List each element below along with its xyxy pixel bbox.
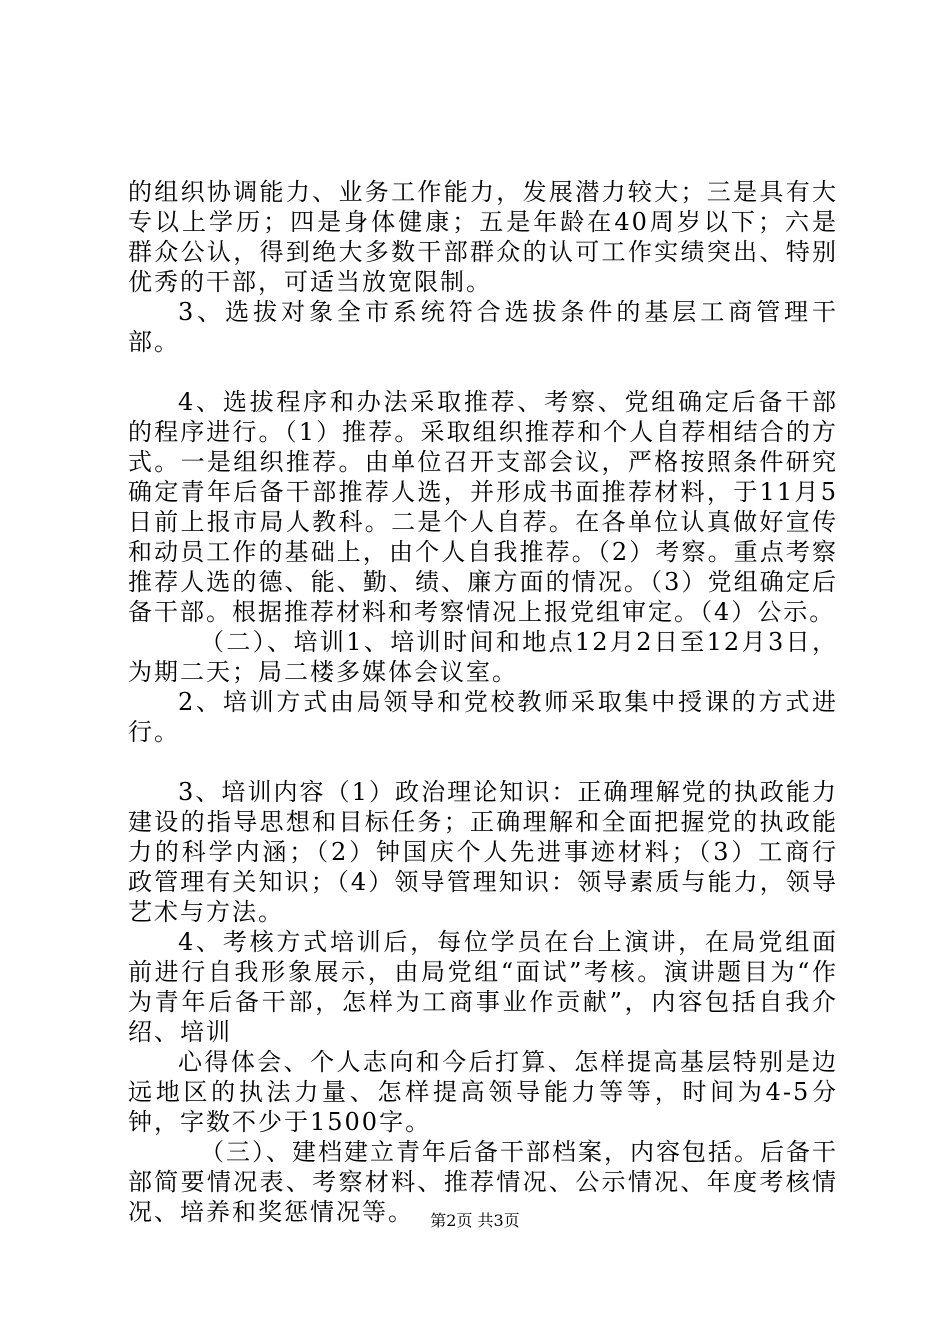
page-number-footer: 第2页 共3页 [430,1211,520,1230]
paragraph-gap [128,747,838,777]
paragraph-assessment: 4、考核方式培训后，每位学员在台上演讲，在局党组面前进行自我形象展示，由局党组“面试”考核。演讲题目为“作为青年后备干部，怎样为工商事业作贡献”，内容包括自我介绍、培训 [128,928,838,1046]
paragraph-selection-target: 3、选拔对象全市系统符合选拔条件的基层工商管理干部。 [128,298,838,356]
paragraph-selection-procedure: 4、选拔程序和办法采取推荐、考察、党组确定后备干部的程序进行。（1）推荐。采取组织推荐和个人自荐相结合的方式。一是组织推荐。由单位召开支部会议，严格按照条件研究确定青年后备干部推荐人选，并形成书面推荐材料，于11月5日前上报市局人教科。二是个人自荐。在各单位认真做好宣传和动员工作的基础上，由个人自我推荐。（2）考察。重点考察推荐人选的德、能、勤、绩、廉方面的情况。（3）党组确定后备干部。根据推荐材料和考察情况上报党组审定。（4）公示。 [128,388,838,626]
document-body [128,177,838,1227]
paragraph-training-method: 2、培训方式由局领导和党校教师采取集中授课的方式进行。 [128,688,838,746]
paragraph-qualifications: 的组织协调能力、业务工作能力，发展潜力较大；三是具有大专以上学历；四是身体健康；五是年龄在40周岁以下；六是群众公认，得到绝大多数干部群众的认可工作实绩突出、特别优秀的干部，可适当放宽限制。 [128,178,838,296]
paragraph-gap [128,357,838,387]
paragraph-training-time: （二）、培训1、培训时间和地点12月2日至12月3日，为期二天；局二楼多媒体会议室。 [128,628,838,686]
paragraph-archiving: （三）、建档建立青年后备干部档案，内容包括。后备干部简要情况表、考察材料、推荐情况、公示情况、年度考核情况、培养和奖惩情况等。 [128,1138,838,1226]
paragraph-training-content: 3、培训内容（1）政治理论知识：正确理解党的执政能力建设的指导思想和目标任务；正确理解和全面把握党的执政能力的科学内涵；（2）钟国庆个人先进事迹材料；（3）工商行政管理有关知识；（4）领导管理知识：领导素质与能力，领导艺术与方法。 [128,778,838,926]
paragraph-assessment-continued: 心得体会、个人志向和今后打算、怎样提高基层特别是边远地区的执法力量、怎样提高领导能力等等，时间为4-5分钟，字数不少于1500字。 [128,1048,838,1136]
